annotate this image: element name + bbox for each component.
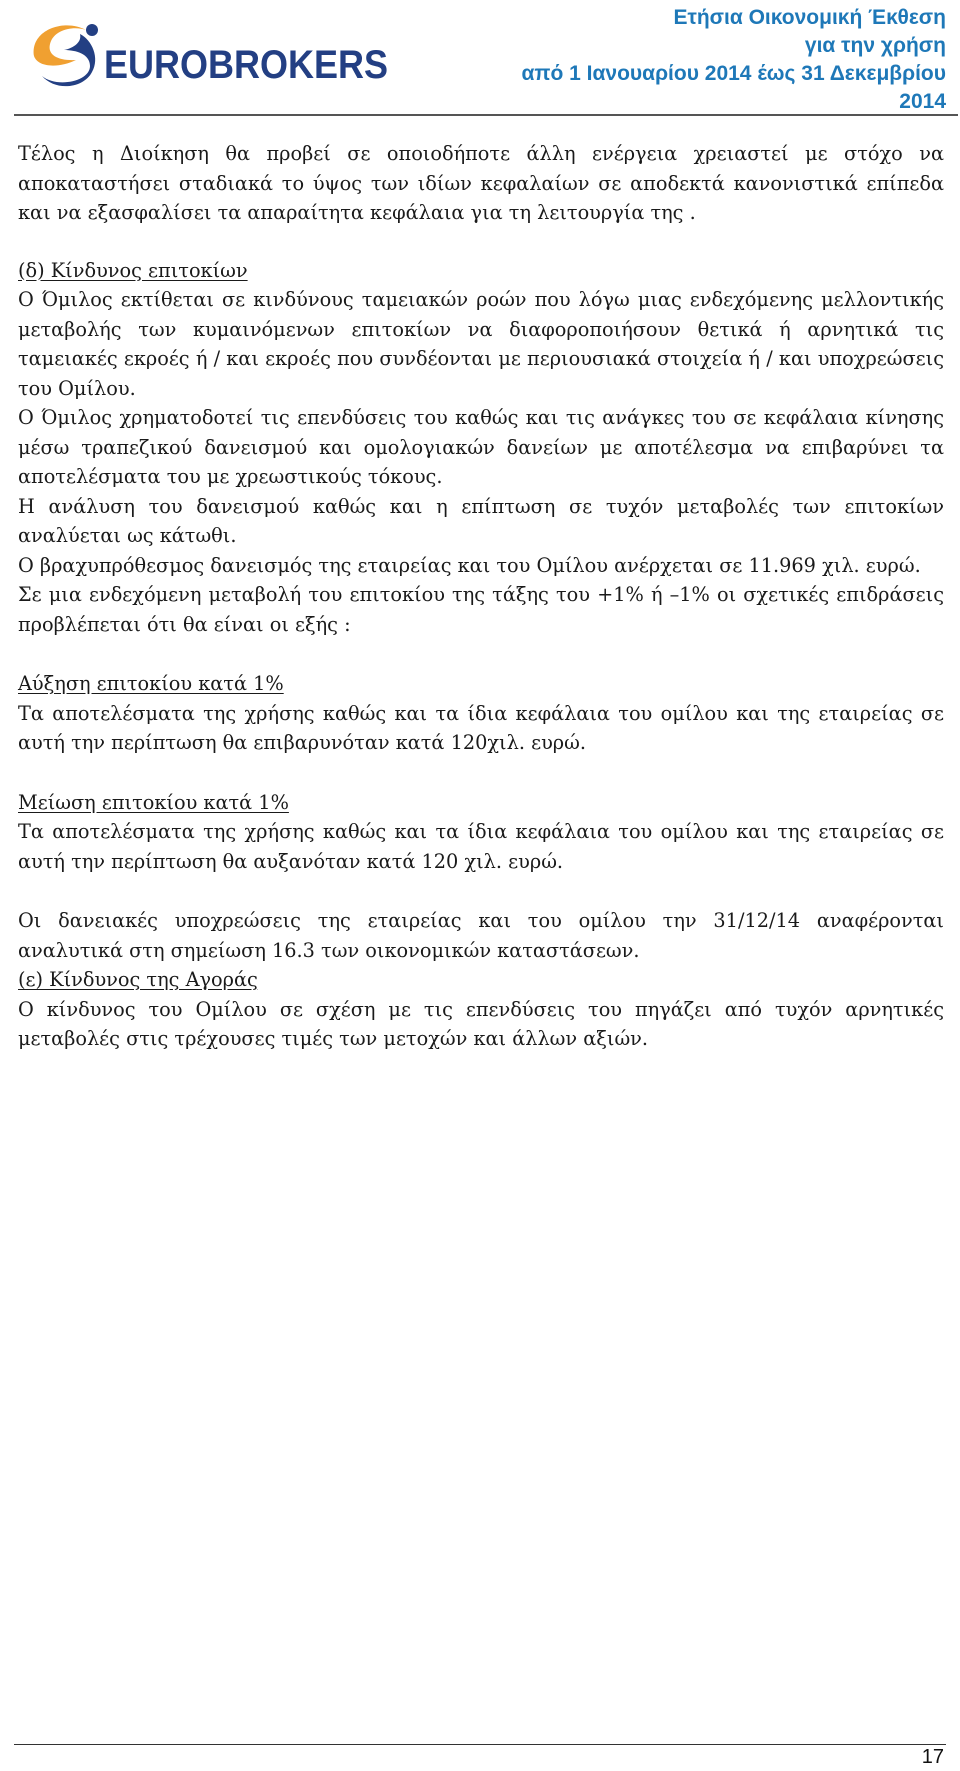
- loans-note-paragraph: Οι δανειακές υποχρεώσεις της εταιρείας και του ομίλου την 31/12/14 αναφέρονται αναλυτικά στη σημείωση 16.3 των οικονομικών καταστάσεων.: [18, 909, 944, 962]
- header-divider: [14, 114, 958, 116]
- report-title-line: Ετήσια Οικονομική Έκθεση: [673, 6, 946, 29]
- rate-decrease-heading: Μείωση επιτοκίου κατά 1%: [18, 790, 289, 814]
- report-title: [426, 4, 946, 116]
- report-title-line: από 1 Ιανουαρίου 2014 έως 31 Δεκεμβρίου: [521, 62, 946, 85]
- svg-text:EUROBROKERS: EUROBROKERS: [104, 43, 388, 87]
- rate-decrease-paragraph: Τα αποτελέσματα της χρήσης καθώς και τα ίδια κεφάλαια του ομίλου και της εταιρείας σε αυτή την περίπτωση θα αυξανόταν κατά 120 χιλ. ευρώ.: [18, 820, 944, 873]
- document-body: [18, 139, 944, 1054]
- eurobrokers-logo-graphic: [20, 16, 390, 92]
- financing-paragraph: Ο Όμιλος χρηματοδοτεί τις επενδύσεις του καθώς και τις ανάγκες του σε κεφάλαια κίνησης μέσω τραπεζικού δανεισμού και ομολογιακών δανείων με αποτέλεσμα να επιβαρύνει τα αποτελέσματα του με χρεωστικούς τόκους.: [18, 406, 944, 488]
- market-risk-heading: (ε) Κίνδυνος της Αγοράς: [18, 968, 258, 991]
- rate-change-paragraph: Σε μια ενδεχόμενη μεταβολή του επιτοκίου της τάξης του +1% ή –1% οι σχετικές επιδράσεις προβλέπεται ότι θα είναι οι εξής :: [18, 583, 944, 636]
- borrowing-analysis-paragraph: Η ανάλυση του δανεισμού καθώς και η επίπτωση σε τυχόν μεταβολές των επιτοκίων αναλύεται ως κάτωθι.: [18, 494, 944, 547]
- rate-increase-paragraph: Τα αποτελέσματα της χρήσης καθώς και τα ίδια κεφάλαια του ομίλου και της εταιρείας σε αυτή την περίπτωση θα επιβαρυνόταν κατά 120χιλ. ευρώ.: [18, 701, 944, 754]
- interest-rate-risk-heading: (δ) Κίνδυνος επιτοκίων: [18, 258, 248, 282]
- page-header: [0, 0, 960, 116]
- eurobrokers-logo: [20, 16, 390, 92]
- intro-paragraph: Τέλος η Διοίκηση θα προβεί σε οποιοδήποτε άλλη ενέργεια χρειαστεί με στόχο να αποκαταστήσει σταδιακά το ύψος των ιδίων κεφαλαίων σε αποδεκτά κανονιστικά επίπεδα και να εξασφαλίσει τα απαραίτητα κεφάλαια για τη λειτουργία της .: [18, 142, 944, 224]
- report-title-line: 2014: [899, 90, 946, 113]
- report-title-line: για την χρήση: [804, 34, 946, 57]
- interest-rate-paragraph: Ο Όμιλος εκτίθεται σε κινδύνους ταμειακών ροών που λόγω μιας ενδεχόμενης μελλοντικής μεταβολής των κυμαινόμενων επιτοκίων να διαφοροποιήσουν θετικά ή αρνητικά τις ταμειακές εκροές ή / και εκροές που συνδέονται με περιουσιακά στοιχεία ή / και υποχρεώσεις του Ομίλου.: [18, 288, 944, 400]
- short-term-borrowing-paragraph: Ο βραχυπρόθεσμος δανεισμός της εταιρείας και του Ομίλου ανέρχεται σε 11.969 χιλ. ευρώ.: [18, 553, 921, 577]
- page-number: 17: [921, 1746, 944, 1768]
- rate-increase-heading: Αύξηση επιτοκίου κατά 1%: [18, 672, 284, 695]
- market-risk-paragraph: Ο κίνδυνος του Ομίλου σε σχέση με τις επενδύσεις του πηγάζει από τυχόν αρνητικές μεταβολές στις τρέχουσες τιμές των μετοχών και άλλων αξιών.: [18, 997, 944, 1050]
- footer-divider: [14, 1744, 946, 1745]
